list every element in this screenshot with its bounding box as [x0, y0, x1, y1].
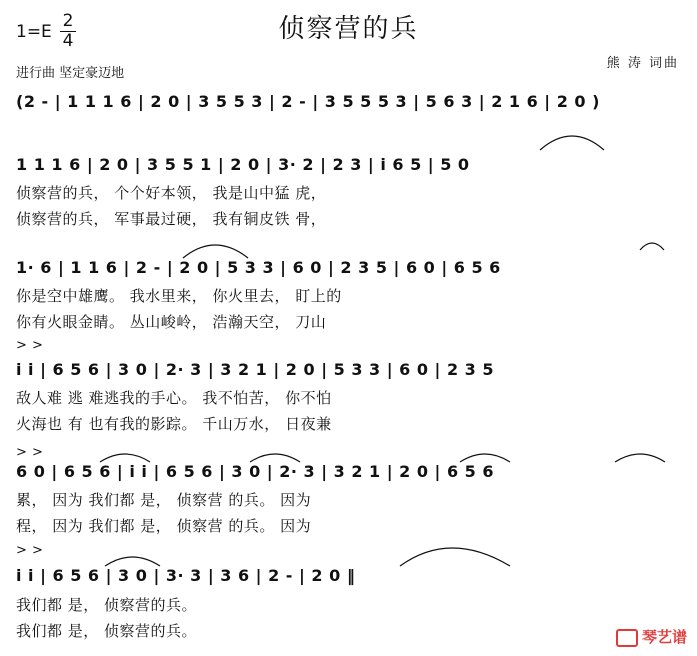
brand-logo-icon — [616, 629, 638, 647]
line-2-verse-2: 你有火眼金睛。 丛山峻岭， 浩瀚天空， 刀山 — [16, 313, 327, 331]
brand-text: 琴艺谱 — [641, 628, 687, 646]
slur-line-4b — [250, 454, 300, 462]
line-3-notes: i i | 6 5 6 | 3 0 | 2· 3 | 3 2 1 | 2 0 | 5 3 3 | 6 0 | 2 3 5 — [16, 360, 494, 379]
brand-watermark — [616, 626, 687, 647]
slur-line-5a — [105, 557, 160, 566]
line-5-verse-1: 我们都 是， 侦察营的兵。 — [16, 596, 198, 614]
time-signature-bottom: 4 — [60, 31, 76, 51]
line-1-verse-2: 侦察营的兵， 军事最过硬， 我有铜皮铁 骨， — [16, 210, 327, 228]
line-5-accent-marks: > > — [16, 543, 44, 558]
intro-notes: (2 - | 1 1 1 6 | 2 0 | 3 5 5 3 | 2 - | 3 5 5 5 3 | 5 6 3 | 2 1 6 | 2 0 ) — [16, 92, 600, 111]
time-signature — [60, 12, 76, 51]
line-4-accent-marks: > > — [16, 445, 44, 460]
line-5-notes: i i | 6 5 6 | 3 0 | 3· 3 | 3 6 | 2 - | 2 0 ‖ — [16, 566, 356, 585]
slur-line-4a — [100, 454, 150, 462]
slur-line-2 — [183, 245, 248, 258]
line-5-verse-2: 我们都 是， 侦察营的兵。 — [16, 622, 198, 640]
time-signature-top: 2 — [62, 11, 74, 31]
line-2-verse-1: 你是空中雄鹰。 我水里来， 你火里去， 盯上的 — [16, 287, 342, 305]
line-4-notes: 6 0 | 6 5 6 | i i | 6 5 6 | 3 0 | 2· 3 | 3 2 1 | 2 0 | 6 5 6 — [16, 462, 494, 481]
slur-line-4c — [460, 454, 510, 462]
slur-line-1 — [540, 136, 604, 150]
key-signature: 1=E — [16, 22, 52, 42]
line-3-verse-2: 火海也 有 也有我的影踪。 千山万水， 日夜兼 — [16, 415, 332, 433]
song-title: 侦察营的兵 — [278, 14, 419, 44]
slur-line-5b — [400, 548, 510, 566]
line-1-notes: 1 1 1 6 | 2 0 | 3 5 5 1 | 2 0 | 3· 2 | 2 3 | i 6 5 | 5 0 — [16, 155, 470, 174]
line-4-verse-2: 程， 因为 我们都 是， 侦察营 的兵。 因为 — [16, 517, 312, 535]
tempo-marking: 进行曲 坚定豪迈地 — [16, 66, 125, 81]
slur-line-4d — [615, 454, 665, 462]
line-4-verse-1: 累， 因为 我们都 是， 侦察营 的兵。 因为 — [16, 491, 312, 509]
line-2-notes: 1· 6 | 1 1 6 | 2 - | 2 0 | 5 3 3 | 6 0 | 2 3 5 | 6 0 | 6 5 6 — [16, 258, 501, 277]
slur-line-2b — [640, 243, 664, 250]
composer-credit: 熊 涛 词曲 — [606, 56, 679, 71]
line-3-accent-marks: > > — [16, 338, 44, 353]
line-1-verse-1: 侦察营的兵， 个个好本领， 我是山中猛 虎， — [16, 184, 327, 202]
line-3-verse-1: 敌人难 逃 难逃我的手心。 我不怕苦， 你不怕 — [16, 389, 332, 407]
